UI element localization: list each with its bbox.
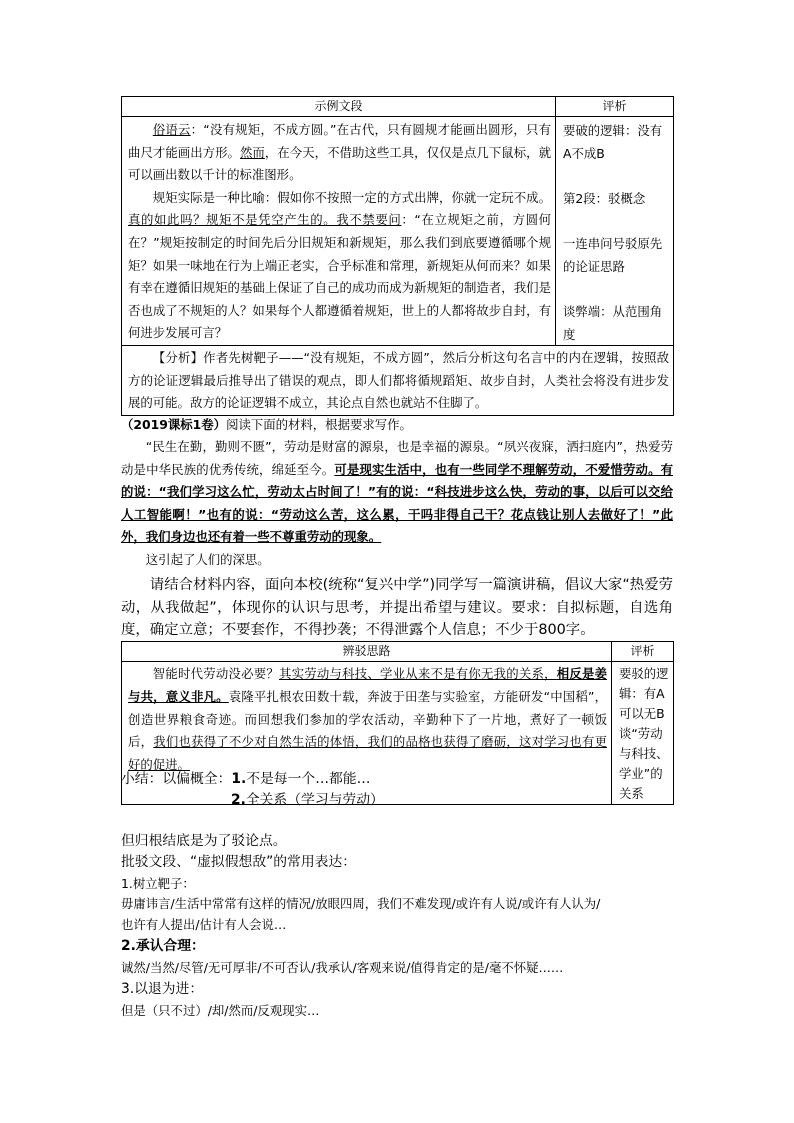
example-paragraph-2: 规矩实际是一种比喻：假如你不按照一定的方式出牌，你就一定玩不成。真的如此吗？规矩不是凭空产生的。我不禁要问：“在立规矩之前，方圆何在？”规矩按制定的时间先后分旧规矩和新规矩，那么我们到底要遵循哪个规矩？如果一味地在行为上端正老实，合乎标准和常理，新规矩从何而来？如果有幸在遵循旧规矩的基础上保证了自己的成功而成为新规矩的制造者，我们是否也成了不规矩的人？如果每个人都遵循着规矩，世上的人都将故步自封，有何进步发展可言？ <box>128 189 552 341</box>
example-paragraph-1: 俗语云：“没有规矩，不成方圆。”在古代，只有圆规才能画出圆形，只有曲尺才能画出方形。然而，在今天，不借助这些工具，仅仅是点几下鼠标，就可以画出数以千计的标准图形。 <box>128 122 552 183</box>
example-passage <box>122 117 556 346</box>
rebuttal-comment: 要驳的逻辑：有A可以无B 谈“劳动与科技、学业”的关系 <box>612 662 674 805</box>
expression-2-title: 2.承认合理： <box>121 938 205 954</box>
rebuttal-header: 辨驳思路 <box>122 642 612 662</box>
analysis-tag: 【分析】 <box>152 349 204 365</box>
task-heading: （2019课标1卷）阅读下面的材料，根据要求写作。 <box>121 417 412 432</box>
expression-3-title: 3.以退为进： <box>121 981 204 997</box>
comment-header: 评析 <box>556 97 674 117</box>
example-header: 示例文段 <box>122 97 556 117</box>
task-material <box>121 436 673 572</box>
expression-1-line-2: 也许有人提出/估计有人会说… <box>121 917 287 932</box>
material-paragraph-1: “民生在勤，勤则不匮”，劳动是财富的源泉，也是幸福的源泉。“夙兴夜寐，洒扫庭内”，热爱劳动是中华民族的优秀传统，绵延至今。可是现实生活中，也有一些同学不理解劳动，不爱惜劳动。有的说：“我们学习这么忙，劳动太占时间了！”有的说：“科技进步这么快，劳动的事，以后可以交给人工智能啊！”也有的说：“劳动这么苦，这么累，干吗非得自己干？花点钱让别人去做好了！”此外，我们身边也还有着一些不尊重劳动的现象。 <box>121 439 674 545</box>
expression-2-line-1: 诚然/当然/尽管/无可厚非/不可否认/我承认/客观来说/值得肯定的是/毫不怀疑…… <box>121 960 564 975</box>
rebuttal-passage: 智能时代劳动没必要？其实劳动与科技、学业从来不是有你无我的关系，相反是姜与共，意义非凡。袁隆平扎根农田数十载，奔波于田垄与实验室，方能研发“中国稻”，创造世界粮食奇迹。而回想我们参加的学农活动，辛勤种下了一片地，煮好了一顿饭后，我们也获得了不少对自然生活的体悟，我们的品格也获得了磨砺，这对学习也有更好的促进。 <box>122 662 612 805</box>
task-requirement: 请结合材料内容，面向本校(统称“复兴中学”)同学写一篇演讲稿，倡议大家“热爱劳动，从我做起”，体现你的认识与思考，并提出希望与建议。要求：自拟标题，自选角度，确定立意；不要套作，不得抄袭；不得泄露个人信息；不少于800字。 <box>121 577 673 638</box>
comment-2: 第2段：驳概念 <box>563 191 646 206</box>
expression-1-title: 1.树立靶子： <box>121 876 195 891</box>
comment-3: 一连串问号驳原先的论证思路 <box>563 236 663 274</box>
comment-1: 要破的逻辑：没有A不成B <box>563 123 663 161</box>
expression-1-line-1: 毋庸讳言/生活中常常有这样的情况/放眼四周，我们不难发现/或许有人说/或许有人认为/ <box>121 896 601 911</box>
summary-line-1: 小结：以偏概全：1.不是每一个…都能… <box>121 771 371 787</box>
rebuttal-comment-header: 评析 <box>612 642 674 662</box>
closing-line: 但归根结底是为了驳论点。 <box>121 833 287 849</box>
expressions-title: 批驳文段、“虚拟假想敌”的常用表达： <box>121 854 357 870</box>
example-table <box>121 96 674 416</box>
comment-column <box>556 117 674 346</box>
summary-line-2: 2.全关系（学习与劳动） <box>231 792 384 808</box>
expression-3-line-1: 但是（只不过）/却/然而/反观现实… <box>121 1003 320 1018</box>
material-paragraph-2: 这引起了人们的深思。 <box>145 551 270 567</box>
analysis-cell <box>122 345 674 415</box>
comment-4: 谈弊端：从范围角度 <box>563 304 663 342</box>
analysis-text: 作者先树靶子——“没有规矩，不成方圆”，然后分析这句名言中的内在逻辑，按照敌方的论证逻辑最后推导出了错误的观点，即人们都将循规蹈矩、故步自封，人类社会将没有进步发展的可能。敌方的论证逻辑不成立，其论点自然也就站不住脚了。 <box>128 349 669 411</box>
